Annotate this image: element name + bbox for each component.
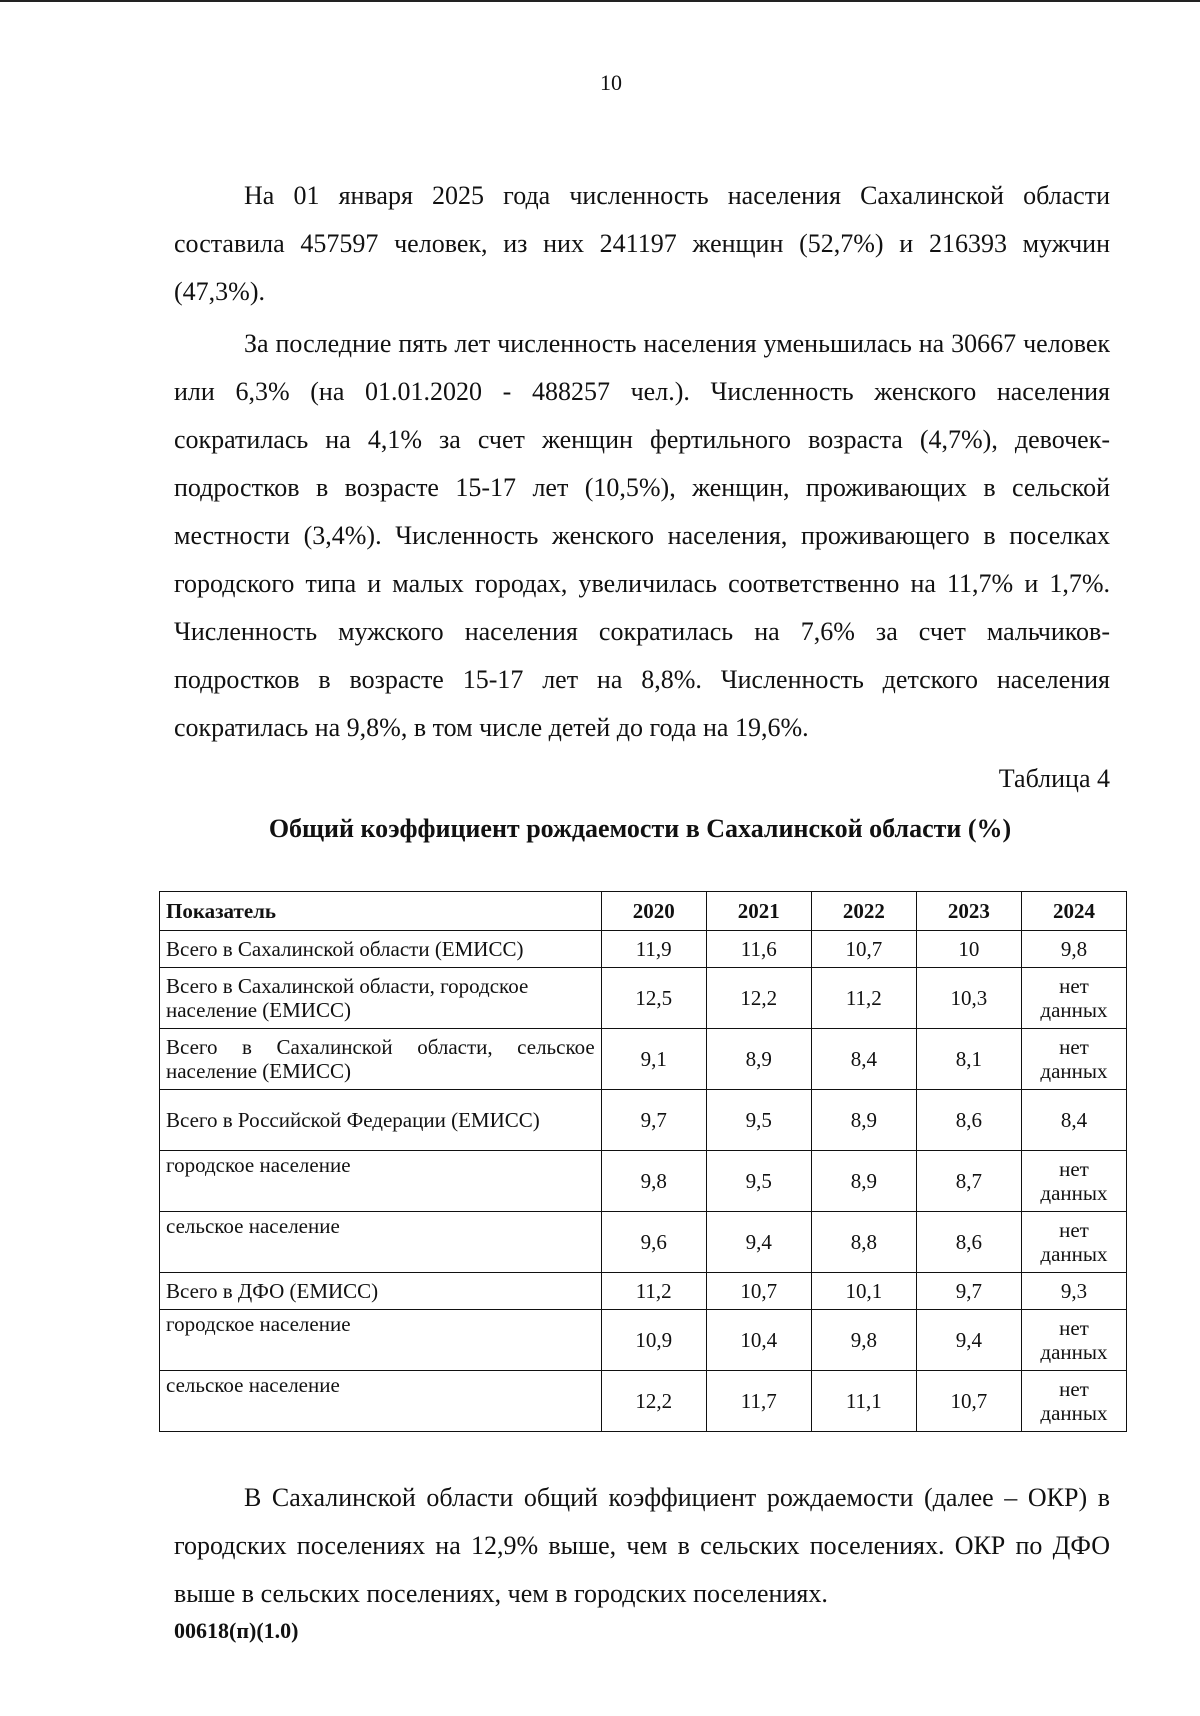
cell-value: 10,4: [706, 1310, 811, 1371]
cell-value: 9,1: [601, 1029, 706, 1090]
cell-value: 8,4: [1021, 1090, 1126, 1151]
cell-value: 8,8: [811, 1212, 916, 1273]
cell-value: 9,7: [601, 1090, 706, 1151]
cell-value: 11,7: [706, 1371, 811, 1432]
cell-value: 9,8: [601, 1151, 706, 1212]
cell-value: 9,8: [1021, 931, 1126, 968]
row-label: Всего в ДФО (ЕМИСС): [160, 1273, 602, 1310]
header-2021: 2021: [706, 892, 811, 931]
cell-value: 10,1: [811, 1273, 916, 1310]
cell-value: 9,8: [811, 1310, 916, 1371]
table-row: [160, 931, 1127, 968]
table-row: [160, 1371, 1127, 1432]
cell-value: нет данных: [1021, 968, 1126, 1029]
cell-value: 9,4: [916, 1310, 1021, 1371]
row-label: Всего в Сахалинской области (ЕМИСС): [160, 931, 602, 968]
header-2022: 2022: [811, 892, 916, 931]
cell-value: 9,5: [706, 1090, 811, 1151]
cell-value: 9,7: [916, 1273, 1021, 1310]
paragraph-3: В Сахалинской области общий коэффициент рождаемости (далее – ОКР) в городских поселениях на 12,9% выше, чем в сельских поселениях. ОКР по ДФО выше в сельских поселениях, чем в городских поселениях.: [174, 1483, 1110, 1608]
row-label: городское население: [160, 1310, 602, 1371]
cell-value: 8,7: [916, 1151, 1021, 1212]
header-2023: 2023: [916, 892, 1021, 931]
paragraph-2: За последние пять лет численность населения уменьшилась на 30667 человек или 6,3% (на 01.01.2020 - 488257 чел.). Численность женского населения сократилась на 4,1% за счет женщин фертильного возраста (4,7%), девочек-подростков в возрасте 15-17 лет (10,5%), женщин, проживающих в сельской местности (3,4%). Численность женского населения, проживающего в поселках городского типа и малых городах, увеличилась соответственно на 11,7% и 1,7%. Численность мужского населения сократилась на 7,6% за счет мальчиков-подростков в возрасте 15-17 лет на 8,8%. Численность детского населения сократилась на 9,8%, в том числе детей до года на 19,6%.: [174, 329, 1110, 742]
cell-value: 11,2: [811, 968, 916, 1029]
cell-value: 8,9: [706, 1029, 811, 1090]
header-indicator: Показатель: [160, 892, 602, 931]
cell-value: 10,7: [811, 931, 916, 968]
cell-value: 8,4: [811, 1029, 916, 1090]
row-label: городское население: [160, 1151, 602, 1212]
cell-value: 10: [916, 931, 1021, 968]
cell-value: 12,2: [706, 968, 811, 1029]
cell-value: 8,9: [811, 1090, 916, 1151]
row-label: сельское население: [160, 1212, 602, 1273]
table-row: [160, 1310, 1127, 1371]
cell-value: 10,7: [916, 1371, 1021, 1432]
top-border-line: [0, 0, 1200, 2]
paragraph-1: На 01 января 2025 года численность населения Сахалинской области составила 457597 человек, из них 241197 женщин (52,7%) и 216393 мужчин (47,3%).: [174, 181, 1110, 306]
header-2020: 2020: [601, 892, 706, 931]
cell-value: нет данных: [1021, 1310, 1126, 1371]
cell-value: 8,9: [811, 1151, 916, 1212]
table-row: [160, 1212, 1127, 1273]
cell-value: 10,3: [916, 968, 1021, 1029]
cell-value: 11,6: [706, 931, 811, 968]
cell-value: 11,1: [811, 1371, 916, 1432]
row-label: сельское население: [160, 1371, 602, 1432]
page-number: 10: [600, 70, 622, 95]
table-header-row: [160, 892, 1127, 931]
cell-value: нет данных: [1021, 1151, 1126, 1212]
cell-value: 10,7: [706, 1273, 811, 1310]
table-row: [160, 1029, 1127, 1090]
cell-value: 9,3: [1021, 1273, 1126, 1310]
cell-value: 8,6: [916, 1212, 1021, 1273]
cell-value: 9,5: [706, 1151, 811, 1212]
birth-rate-table: [159, 891, 1127, 1432]
table-row: [160, 1151, 1127, 1212]
table-row: [160, 1273, 1127, 1310]
paragraph-population-change: [174, 320, 1110, 752]
table-caption: Таблица 4: [998, 764, 1110, 793]
document-code: 00618(п)(1.0): [174, 1618, 299, 1643]
row-label: Всего в Российской Федерации (ЕМИСС): [160, 1090, 602, 1151]
cell-value: 11,2: [601, 1273, 706, 1310]
table-row: [160, 968, 1127, 1029]
cell-value: 8,6: [916, 1090, 1021, 1151]
cell-value: нет данных: [1021, 1212, 1126, 1273]
cell-value: 9,6: [601, 1212, 706, 1273]
header-2024: 2024: [1021, 892, 1126, 931]
cell-value: 12,2: [601, 1371, 706, 1432]
cell-value: нет данных: [1021, 1029, 1126, 1090]
table-row: [160, 1090, 1127, 1151]
cell-value: 10,9: [601, 1310, 706, 1371]
cell-value: 12,5: [601, 968, 706, 1029]
cell-value: нет данных: [1021, 1371, 1126, 1432]
paragraph-population-total: [174, 172, 1110, 316]
cell-value: 9,4: [706, 1212, 811, 1273]
row-label: Всего в Сахалинской области, городское население (ЕМИСС): [160, 968, 602, 1029]
paragraph-birth-rate-summary: [174, 1474, 1110, 1618]
cell-value: 8,1: [916, 1029, 1021, 1090]
row-label: Всего в Сахалинской области, сельское население (ЕМИСС): [160, 1029, 602, 1090]
cell-value: 11,9: [601, 931, 706, 968]
table-title: Общий коэффициент рождаемости в Сахалинской области (%): [268, 814, 1012, 843]
